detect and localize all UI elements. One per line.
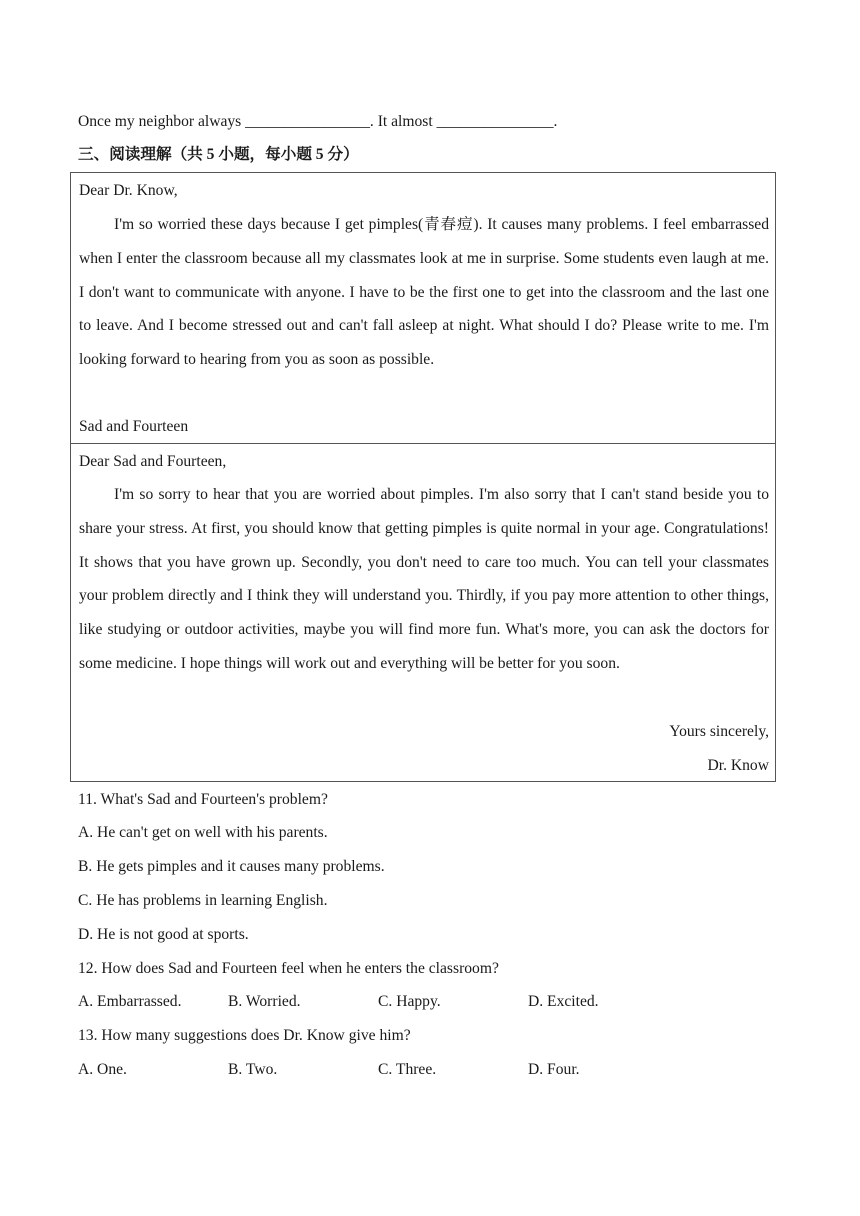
- letter1-greeting: Dear Dr. Know,: [79, 182, 178, 199]
- section-title: 三、阅读理解（共 5 小题，每小题 5 分）: [78, 146, 359, 163]
- question-11-option-a: A. He can't get on well with his parents.: [78, 824, 328, 841]
- question-11-option-b: B. He gets pimples and it causes many problems.: [78, 858, 385, 875]
- letter2-greeting: Dear Sad and Fourteen,: [79, 453, 227, 470]
- letter-box-1: [70, 172, 776, 444]
- letter1-body: I'm so worried these days because I get pimples(青春痘). It causes many problems. I feel embarrassed when I enter the classroom because all my classmates look at me in surprise. Some students even laugh at me. I don't want to communicate with anyone. I have to be the first one to get into the classroom and the last one to leave. And I become stressed out and can't fall asleep at night. What should I do? Please write to me. I'm looking forward to hearing from you as soon as possible.: [79, 216, 769, 369]
- question-12-stem: 12. How does Sad and Fourteen feel when he enters the classroom?: [78, 960, 499, 977]
- letter2-closing: Yours sincerely,: [669, 723, 769, 740]
- question-13-option-b: B. Two.: [228, 1061, 278, 1078]
- question-13-stem: 13. How many suggestions does Dr. Know give him?: [78, 1027, 411, 1044]
- fill-in-sentence: Once my neighbor always ________________. It almost _______________.: [78, 113, 558, 130]
- letter1-signature: Sad and Fourteen: [79, 418, 189, 435]
- letter2-body: I'm so sorry to hear that you are worried about pimples. I'm also sorry that I can't stand beside you to share your stress. At first, you should know that getting pimples is quite normal in your age. Congratulations! It shows that you have grown up. Secondly, you don't need to care too much. You can tell your classmates your problem directly and I think they will understand you. Thirdly, if you pay more attention to other things, like studying or outdoor activities, maybe you will find more fun. What's more, you can ask the doctors for some medicine. I hope things will work out and everything will be better for you soon.: [79, 486, 769, 672]
- question-12-option-d: D. Excited.: [528, 993, 599, 1010]
- question-11-stem: 11. What's Sad and Fourteen's problem?: [78, 791, 328, 808]
- letter-box-2: [70, 443, 776, 782]
- question-12-option-b: B. Worried.: [228, 993, 301, 1010]
- question-11-option-c: C. He has problems in learning English.: [78, 892, 328, 909]
- letter2-signature: Dr. Know: [707, 757, 769, 774]
- question-13-option-d: D. Four.: [528, 1061, 580, 1078]
- question-12-option-a: A. Embarrassed.: [78, 993, 182, 1010]
- question-13-options: [78, 1060, 698, 1080]
- question-12-option-c: C. Happy.: [378, 993, 441, 1010]
- question-11-option-d: D. He is not good at sports.: [78, 926, 249, 943]
- question-13-option-c: C. Three.: [378, 1061, 437, 1078]
- question-12-options: [78, 992, 698, 1012]
- question-13-option-a: A. One.: [78, 1061, 127, 1078]
